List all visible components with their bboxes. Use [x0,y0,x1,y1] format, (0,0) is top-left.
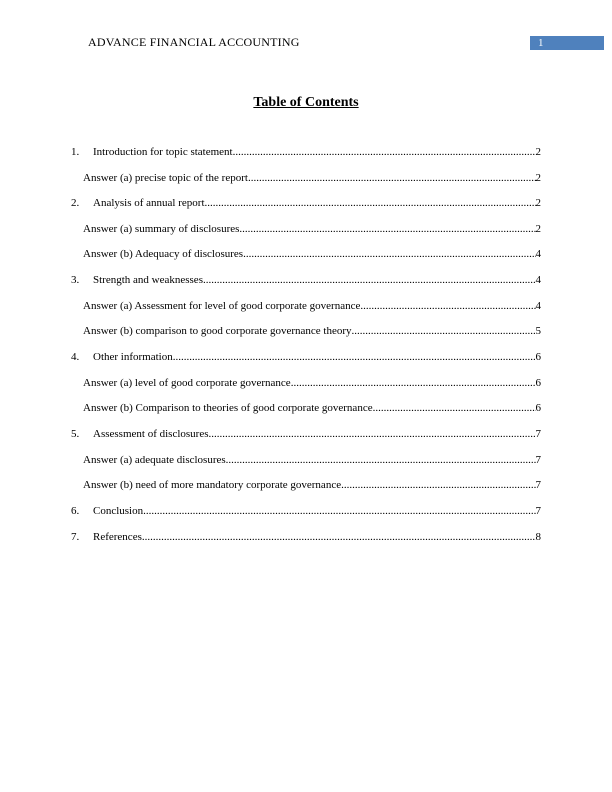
toc-leader [341,477,535,493]
toc-entry-page: 7 [535,479,541,491]
toc-entry-text: Answer (b) comparison to good corporate governance theory [83,325,352,337]
toc-entry-page: 2 [535,197,541,209]
toc-leader [173,349,536,365]
toc-leader [142,529,536,545]
toc-entry-text: Answer (b) need of more mandatory corporate governance [83,479,342,491]
toc-leader [233,144,536,160]
toc-entry-page: 5 [535,325,541,337]
toc-entry[interactable] [83,221,541,237]
toc-leader [352,323,536,339]
toc-leader [239,221,535,237]
toc-entry[interactable] [83,323,541,339]
toc-entry[interactable] [83,477,541,493]
toc-entry[interactable] [71,529,541,545]
toc-entry-text: Analysis of annual report [93,197,205,209]
toc-leader [243,246,535,262]
toc-entry[interactable] [71,426,541,442]
toc-entry-page: 6 [535,377,541,389]
toc-entry-text: Answer (a) adequate disclosures [83,454,226,466]
toc-entry-text: Assessment of disclosures [93,428,209,440]
toc-leader [205,195,536,211]
toc-entry[interactable] [83,298,541,314]
toc-entry-number: 5. [71,428,80,440]
toc-leader [360,298,535,314]
toc-entry-text: Strength and weaknesses [93,274,203,286]
toc-leader [143,503,535,519]
toc-entry[interactable] [71,195,541,211]
toc-leader [373,400,536,416]
toc-entry-number: 3. [71,274,80,286]
page-header [0,0,612,60]
page-number: 1 [538,37,544,49]
toc-entry-text: Answer (a) Assessment for level of good corporate governance [83,300,361,312]
toc-entry[interactable] [83,452,541,468]
toc-entry-number: 7. [71,531,80,543]
toc-entry-page: 2 [535,172,541,184]
toc-entry-page: 7 [535,428,541,440]
toc-entry-page: 2 [535,223,541,235]
toc-entry-text: Conclusion [93,505,144,517]
toc-entry-text: Other information [93,351,173,363]
header-title: ADVANCE FINANCIAL ACCOUNTING [88,35,300,49]
toc-entry[interactable] [71,272,541,288]
toc-entry-number: 1. [71,146,80,158]
toc-leader [291,375,536,391]
toc-entry-page: 8 [535,531,541,543]
toc-entry[interactable] [83,400,541,416]
toc-entry[interactable] [83,375,541,391]
toc-leader [209,426,536,442]
toc-entry-text: Introduction for topic statement [93,146,233,158]
toc-entry-page: 6 [535,402,541,414]
toc-entry-page: 4 [535,248,541,260]
toc-entry-page: 2 [535,146,541,158]
toc-entry-text: Answer (b) Adequacy of disclosures [83,248,244,260]
toc-entry[interactable] [71,349,541,365]
page-number-box [530,36,604,50]
toc-entry-text: Answer (a) precise topic of the report [83,172,248,184]
toc-entry-text: References [93,531,142,543]
toc-entry[interactable] [83,170,541,186]
toc-leader [226,452,536,468]
toc-entry-number: 4. [71,351,80,363]
toc-entry-page: 4 [535,300,541,312]
toc-leader [248,170,536,186]
toc-title: Table of Contents [253,95,359,110]
toc-entry[interactable] [71,503,541,519]
toc-entry-text: Answer (a) level of good corporate governance [83,377,291,389]
toc-entry-text: Answer (b) Comparison to theories of good corporate governance [83,402,373,414]
toc-leader [203,272,536,288]
toc-entry-page: 7 [535,454,541,466]
toc-entry-text: Answer (a) summary of disclosures [83,223,240,235]
toc-entry-number: 6. [71,505,80,517]
toc-entry-page: 4 [535,274,541,286]
toc-entry[interactable] [83,246,541,262]
toc-entry[interactable] [71,144,541,160]
toc-entry-page: 6 [535,351,541,363]
toc-entry-number: 2. [71,197,80,209]
toc-entry-page: 7 [535,505,541,517]
